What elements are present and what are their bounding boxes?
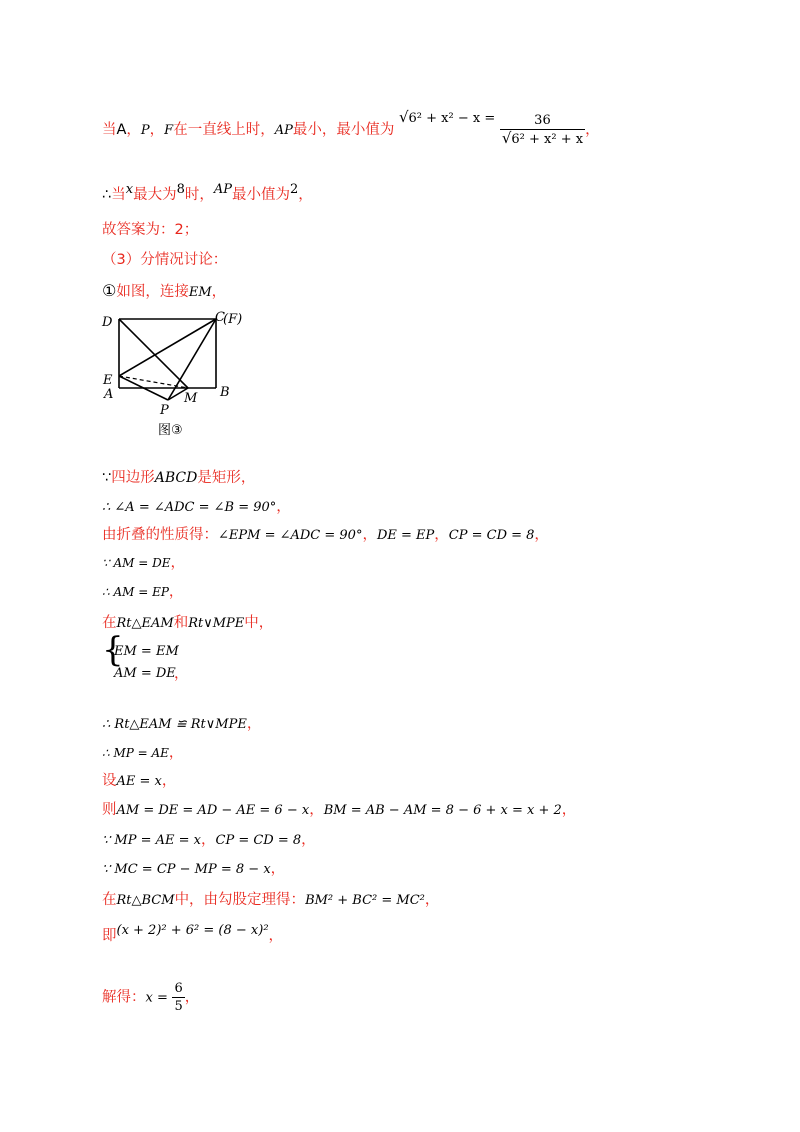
text: 当	[111, 186, 126, 203]
label-m: M	[184, 391, 198, 406]
figure-caption: 图③	[158, 423, 183, 438]
line-let-ae	[102, 771, 176, 792]
formula: ∴ AM = EP	[102, 585, 169, 599]
denominator: 5	[174, 999, 183, 1014]
text: 最小，最小值为	[292, 122, 395, 138]
line-therefore-x-max	[102, 180, 313, 205]
text: 则	[102, 802, 117, 818]
point-a: A	[116, 122, 127, 138]
formula: DE = EP	[376, 528, 435, 543]
line-mp-ae	[102, 743, 183, 763]
sep: ，	[168, 745, 184, 761]
sep: ，	[534, 527, 549, 543]
formula: ∵ AM = DE	[102, 556, 171, 570]
line-equation	[102, 923, 284, 947]
text: 当	[102, 122, 117, 138]
sqrt-icon: √	[398, 108, 409, 126]
line-in-triangles	[102, 613, 273, 634]
den-text: 6² + x² + x	[511, 132, 584, 147]
text: 如图，连接	[116, 284, 189, 300]
label-p: P	[160, 403, 169, 418]
formula: ∠EPM = ∠ADC = 90°	[218, 528, 363, 543]
text: 中，	[244, 615, 274, 631]
formula: CP = CD = 8	[448, 528, 535, 543]
sqrt-icon: √	[501, 129, 512, 147]
var-x: x =	[145, 990, 168, 1006]
label-d: D	[102, 315, 113, 330]
line-rectangle	[102, 468, 255, 488]
text: 故答案为：	[102, 222, 175, 238]
sep: ，	[301, 832, 316, 848]
line-connect-em	[102, 281, 226, 303]
sep: ，	[168, 584, 184, 600]
text: （3）分情况讨论：	[102, 252, 228, 268]
segment-ap: AP	[274, 123, 293, 138]
line-am-ep	[102, 582, 183, 602]
text: 在	[102, 615, 117, 631]
sep: ；	[183, 222, 199, 238]
text: 和	[173, 615, 189, 631]
sep: ，	[126, 122, 141, 138]
answer-value: 2	[174, 222, 184, 238]
text: 在	[102, 892, 117, 908]
formula: ∴ Rt△EAM ≌ Rt∨MPE	[102, 717, 247, 732]
line-folding-property	[102, 525, 549, 546]
text: 由折叠的性质得：	[102, 527, 218, 543]
sep: ，	[561, 802, 577, 818]
triangle-bcm: Rt△BCM	[116, 893, 175, 908]
sep: ，	[276, 499, 291, 515]
text: 中，由勾股定理得：	[174, 892, 306, 908]
sep: ，	[174, 666, 189, 682]
formula-lhs: 6² + x² − x =	[408, 111, 496, 126]
sep: ，	[424, 892, 440, 908]
text: 最大为	[133, 186, 177, 203]
formula: BM² + BC² = MC²	[305, 893, 425, 908]
formula: BM = AB − AM = 8 − 6 + x = x + 2	[323, 803, 562, 818]
sep: ，	[309, 802, 324, 818]
formula: CP = CD = 8	[215, 833, 302, 848]
line-am-bm	[102, 800, 576, 821]
text: 解得：	[102, 989, 146, 1006]
sep: ，	[585, 122, 600, 138]
value-8: 8	[176, 182, 185, 197]
system-row-2: AM = DE	[114, 666, 176, 681]
formula: ∴ MP = AE	[102, 746, 169, 760]
circled-one-icon: ①	[102, 281, 117, 300]
text: 最小值为	[232, 186, 290, 203]
brace-icon: {	[102, 630, 124, 670]
sep: ，	[434, 527, 449, 543]
sep: ，	[211, 284, 227, 300]
because-icon: ∵	[102, 470, 112, 486]
sep: ，	[184, 989, 200, 1006]
text: 在一直线上时，	[173, 122, 275, 138]
segment-ap: AP	[213, 182, 232, 197]
label-e: E	[103, 373, 113, 388]
line-mc	[102, 859, 285, 880]
line-answer	[102, 220, 198, 240]
label-f: (F)	[223, 312, 243, 327]
formula: ∵ MC = CP − MP = 8 − x	[102, 862, 271, 877]
sep: ，	[362, 527, 377, 543]
geometry-figure	[100, 308, 260, 443]
sep: ，	[246, 716, 262, 732]
sep: ，	[161, 773, 177, 789]
line-mp-cp	[102, 830, 316, 851]
value-2: 2	[290, 182, 299, 197]
text: 时，	[184, 186, 214, 203]
line-congruent	[102, 714, 261, 735]
therefore-icon: ∴	[102, 186, 112, 203]
line-solution	[102, 980, 199, 1015]
formula: ∵ MP = AE = x	[102, 833, 201, 848]
line-right-angles	[102, 497, 291, 518]
line-collinear-min	[102, 108, 600, 148]
fraction	[500, 112, 585, 148]
triangle-eam: Rt△EAM	[116, 616, 174, 631]
sep: ，	[268, 928, 284, 944]
fraction	[172, 980, 184, 1015]
formula: (x + 2)² + 6² = (8 − x)²	[116, 923, 269, 938]
numerator: 36	[500, 112, 585, 130]
sep: ，	[149, 122, 165, 138]
text: 设	[102, 773, 117, 789]
label-b: B	[220, 385, 230, 400]
label-a: A	[104, 387, 114, 402]
quad-abcd: ABCD	[154, 470, 198, 486]
formula: AM = DE = AD − AE = 6 − x	[116, 803, 310, 818]
sep: ，	[170, 555, 185, 571]
point-p: P	[140, 123, 150, 138]
sep: ，	[298, 186, 313, 203]
system-row-1: EM = EM	[114, 644, 179, 659]
text: 即	[102, 928, 117, 944]
text: 四边形	[111, 470, 155, 486]
line-am-de	[102, 553, 185, 573]
var-x: x	[125, 182, 134, 197]
denominator	[500, 130, 585, 148]
sep: ，	[201, 832, 216, 848]
numerator: 6	[174, 981, 183, 996]
line-case-discussion	[102, 250, 227, 270]
point-f: F	[164, 123, 174, 138]
line-pythagoras	[102, 890, 439, 911]
sep: ，	[270, 861, 286, 877]
triangle-mpe: Rt∨MPE	[188, 616, 245, 631]
formula: ∴ ∠A = ∠ADC = ∠B = 90°	[102, 500, 277, 515]
text: 是矩形，	[197, 470, 256, 486]
segment-em: EM	[188, 285, 212, 300]
label-c: C	[215, 310, 225, 325]
formula: AE = x	[116, 774, 162, 789]
